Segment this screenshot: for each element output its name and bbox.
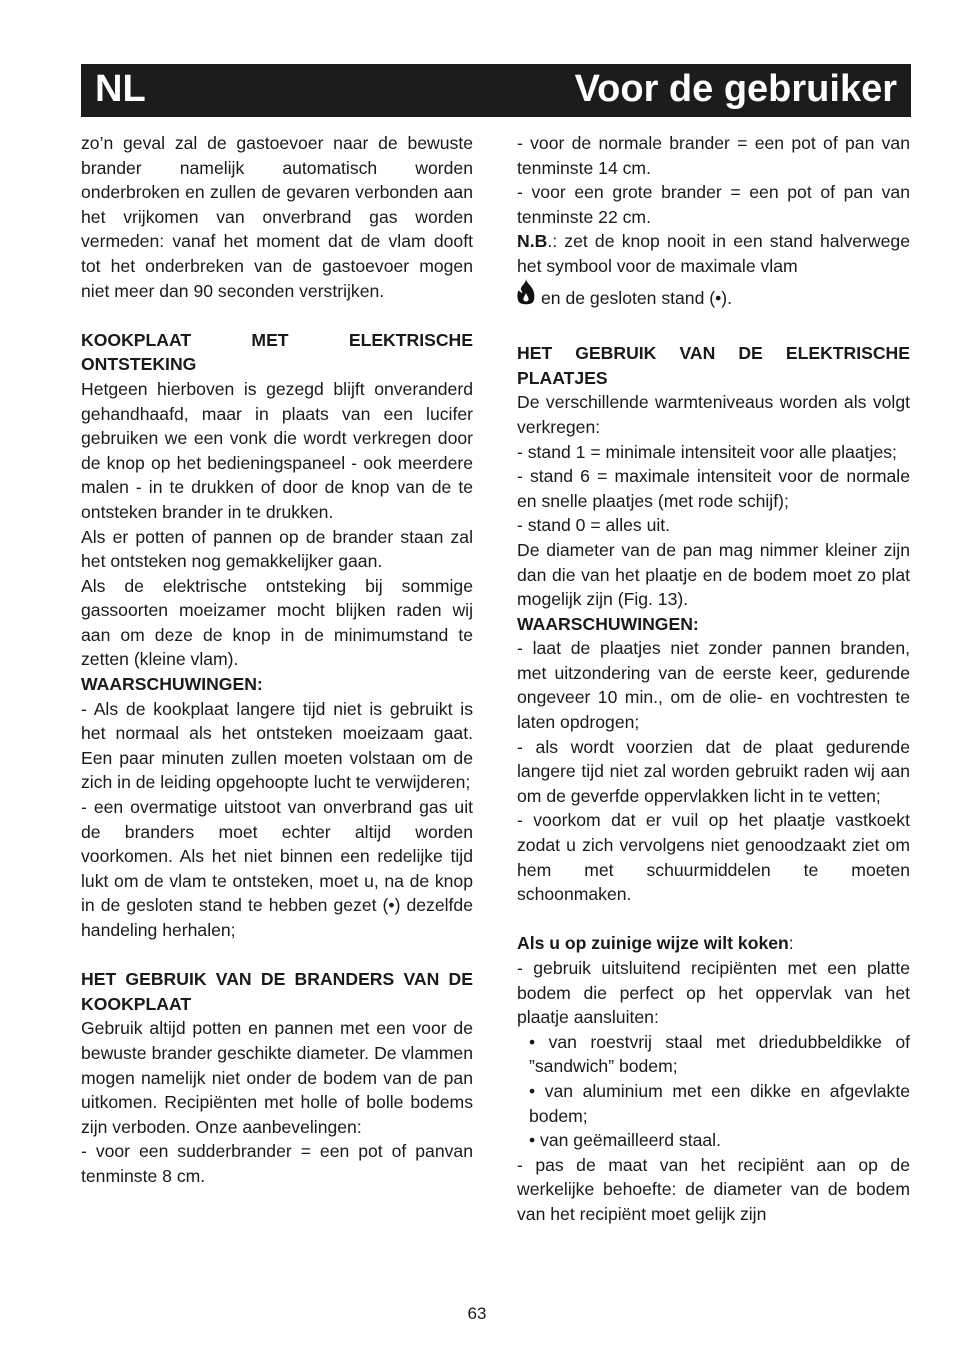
paragraph: - stand 0 = alles uit. [517,515,671,536]
nb-note-end [517,279,910,317]
flame-icon [517,279,535,317]
paragraph: - Als de kookplaat langere tijd niet is gebruikt is het normaal als het ontsteken moeizaam gaat. Een paar minuten zullen moeten volstaan om de zich in de leiding opgehoopte lucht te verwijderen; [81,698,473,793]
paragraph: - voor een grote brander = een pot of pan van tenminste 22 cm. [517,182,910,227]
warnings-heading: WAARSCHUWINGEN: [81,674,263,695]
nb-note [517,229,910,278]
paragraph: Gebruik altijd potten en pannen met een voor de bewuste brander geschikte diameter. De vlammen mogen namelijk niet onder de bodem van de pan uitkomen. Recipiënten met holle of bolle bodems zijn verboden. Onze aanbevelingen: [81,1018,473,1137]
paragraph: - voor de normale brander = een pot of pan van tenminste 14 cm. [517,133,910,178]
paragraph: De verschillende warmteniveaus worden als volgt verkregen: [517,392,910,437]
paragraph: - gebruik uitsluitend recipiënten met een platte bodem die perfect op het oppervlak van het plaatje aansluiten: [517,958,910,1028]
page-header [81,64,911,117]
subheading [517,931,910,956]
left-column [81,131,473,1189]
nb-label: N.B [517,231,548,252]
paragraph: - voorkom dat er vuil op het plaatje vastkoekt zodat u zich vervolgens niet genoodzaakt ziet om hem met schuurmiddelen te moeten schoonmaken. [517,810,910,905]
subheading-colon: : [788,933,794,954]
bullet-item: • van roestvrij staal met driedubbeldikke of ”sandwich” bodem; [529,1031,910,1077]
warnings-heading: WAARSCHUWINGEN: [517,613,699,634]
paragraph: - laat de plaatjes niet zonder pannen branden, met uitzondering van de eerste keer, gedurende ongeveer 10 min., om de olie- en vochtresten te laten opdrogen; [517,638,910,733]
page-title: Voor de gebruiker [574,68,897,110]
paragraph: - pas de maat van het recipiënt aan op de werkelijke behoefte: de diameter van de bodem van het recipiënt moet gelijk zijn [517,1154,910,1224]
paragraph: De diameter van de pan mag nimmer kleiner zijn dan die van het plaatje en de bodem moet zo plat mogelijk zijn (Fig. 13). [517,539,910,610]
paragraph: - een overmatige uitstoot van onverbrand gas uit de branders moet echter altijd worden voorkomen. Als het niet binnen een redelijke tijd lukt om de vlam te ontsteken, moet u, na de knop in de gesloten stand te hebben gezet (•) dezelfde handeling herhalen; [81,797,473,940]
paragraph: - stand 1 = minimale intensiteit voor alle plaatjes; [517,441,897,462]
paragraph: Als er potten of pannen op de brander staan zal het ontsteken nog gemakkelijker gaan. [81,526,473,572]
paragraph: zo’n geval zal de gastoevoer naar de bewuste brander namelijk automatisch worden onderbroken en zullen de gevaren verbonden aan het vrijkomen van onverbrand gas worden vermeden: vanaf het moment dat de vlam dooft tot het onderbreken van de gastoevoer mogen niet meer dan 90 seconden verstrijken. [81,133,473,301]
bullet-item: • van aluminium met een dikke en afgevlakte bodem; [529,1080,910,1126]
subheading-text: Als u op zuinige wijze wilt koken [517,933,789,954]
paragraph: - voor een sudderbrander = een pot of panvan tenminste 8 cm. [81,1141,473,1186]
paragraph: - stand 6 = maximale intensiteit voor de normale en snelle plaatjes (met rode schijf); [517,466,910,511]
section-heading: KOOKPLAAT MET ELEKTRISCHE ONTSTEKING [81,329,473,375]
paragraph: - als wordt voorzien dat de plaat gedurende langere tijd niet zal worden gebruikt raden wij aan om de geverfde oppervlakken licht in te vetten; [517,736,910,806]
section-heading: HET GEBRUIK VAN DE BRANDERS VAN DE KOOKPLAAT [81,969,473,1014]
bullet-item: • van geëmailleerd staal. [529,1130,721,1151]
nb-text: .: zet de knop nooit in een stand halverwege het symbool voor de maximale vlam [517,231,910,276]
section-heading: HET GEBRUIK VAN DE ELEKTRISCHE PLAATJES [517,343,910,388]
paragraph: Als de elektrische ontsteking bij sommige gassoorten moeizamer mocht blijken raden wij aan om deze de knop in de minimumstand te zetten (kleine vlam). [81,575,473,670]
page-number: 63 [467,1304,487,1323]
nb-end-text: en de gesloten stand (•). [541,287,733,308]
language-code: NL [95,68,146,110]
right-column [517,131,910,1227]
paragraph: Hetgeen hierboven is gezegd blijft onveranderd gehandhaafd, maar in plaats van een lucifer gebruiken we een vonk die wordt verkregen door de knop op het bedieningspaneel - ook meerdere malen - in te drukken of door de knop van de te ontsteken brander in te drukken. [81,378,473,522]
